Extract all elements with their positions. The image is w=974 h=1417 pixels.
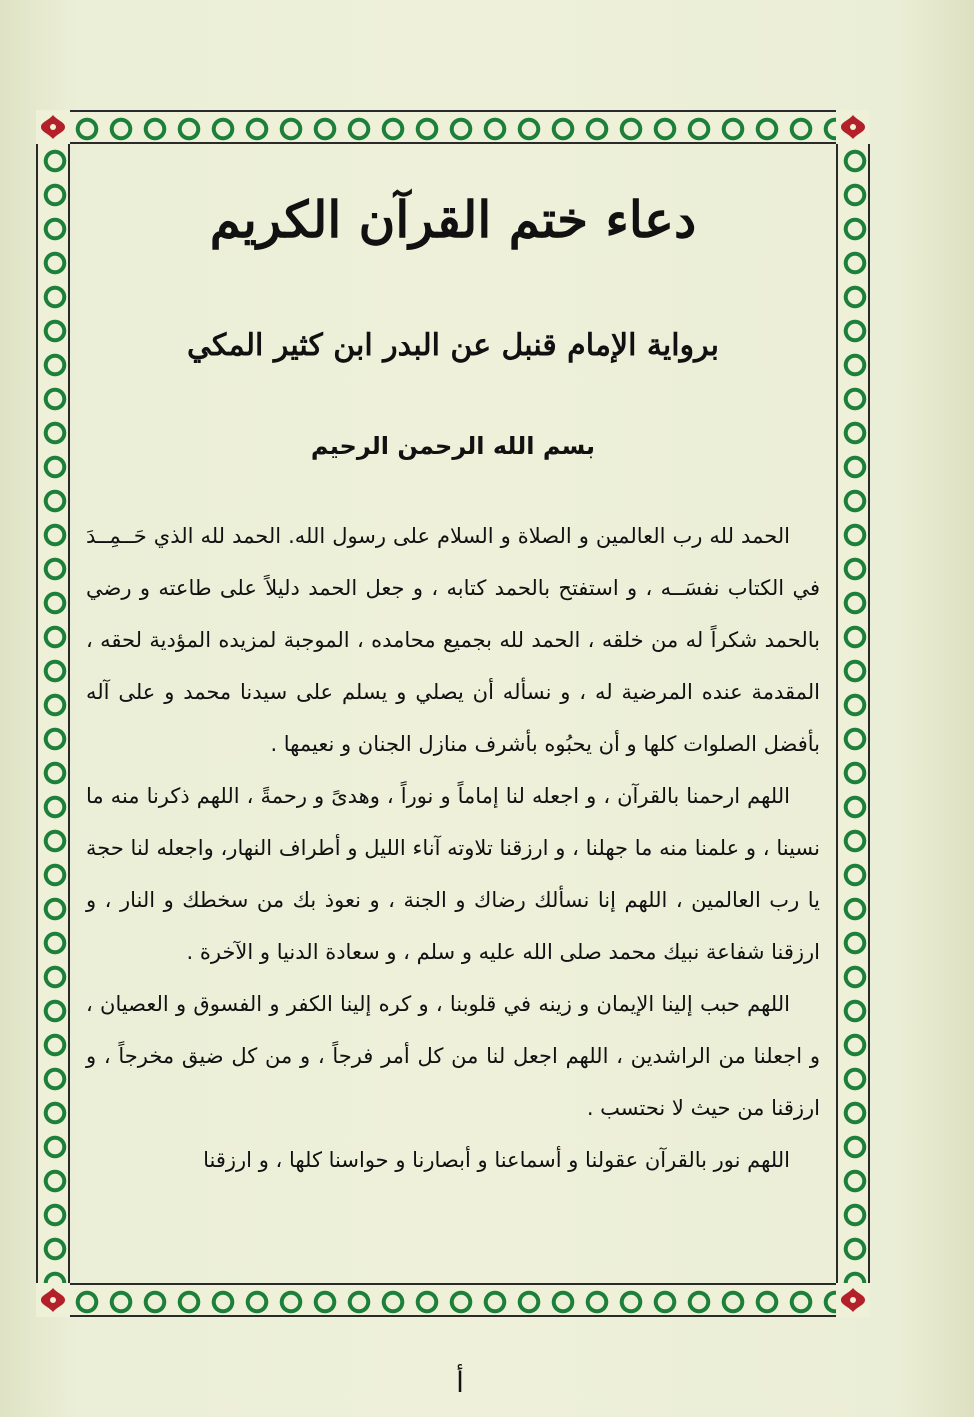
decorative-border-left xyxy=(36,110,70,1317)
page-title: دعاء ختم القرآن الكريم xyxy=(209,190,697,249)
basmala-heading: بسم الله الرحمن الرحيم xyxy=(310,432,596,460)
corner-ornament-icon xyxy=(36,110,70,144)
decorative-border-bottom xyxy=(36,1283,870,1317)
page-number: أ xyxy=(456,1366,464,1399)
body-text xyxy=(86,510,820,1186)
paragraph: اللهم نور بالقرآن عقولنا و أسماعنا و أبصارنا و حواسنا كلها ، و ارزقنا xyxy=(203,1148,790,1172)
paragraph: اللهم ارحمنا بالقرآن ، و اجعله لنا إماماً و نوراً ، وهدىً و رحمةً ، اللهم ذكرنا منه ما نسينا ، و علمنا منه ما جهلنا ، و ارزقنا تلاوته آناء الليل و أطراف النهار، واجعله لنا حجة يا رب العالمين ، اللهم إنا نسألك رضاك و الجنة ، و نعوذ بك من سخطك و النار ، و ارزقنا شفاعة نبيك محمد صلى الله عليه و سلم ، و سعادة الدنيا و الآخرة . xyxy=(86,784,820,964)
page-content xyxy=(76,150,830,1277)
page-subtitle: برواية الإمام قنبل عن البدر ابن كثير المكي xyxy=(186,328,720,363)
corner-ornament-icon xyxy=(836,1283,870,1317)
paragraph: الحمد لله رب العالمين و الصلاة و السلام على رسول الله. الحمد لله الذي حَــمِــدَ في الكتاب نفسَــه ، و استفتح بالحمد كتابه ، و جعل الحمد دليلاً على طاعته و رضي بالحمد شكراً له من خلقه ، الحمد لله بجميع محامده ، الموجبة لمزيده المؤدية لحقه ، المقدمة عنده المرضية له ، و نسأله أن يصلي و يسلم على سيدنا محمد و على آله بأفضل الصلوات كلها و أن يحبُوه بأشرف منازل الجنان و نعيمها . xyxy=(86,524,820,756)
corner-ornament-icon xyxy=(36,1283,70,1317)
decorative-border-right xyxy=(836,110,870,1317)
decorative-border-top xyxy=(36,110,870,144)
corner-ornament-icon xyxy=(836,110,870,144)
paragraph: اللهم حبب إلينا الإيمان و زينه في قلوبنا ، و كره إلينا الكفر و الفسوق و العصيان ، و اجعلنا من الراشدين ، اللهم اجعل لنا من كل أمر فرجاً ، و من كل ضيق مخرجاً ، و ارزقنا من حيث لا نحتسب . xyxy=(86,992,820,1120)
